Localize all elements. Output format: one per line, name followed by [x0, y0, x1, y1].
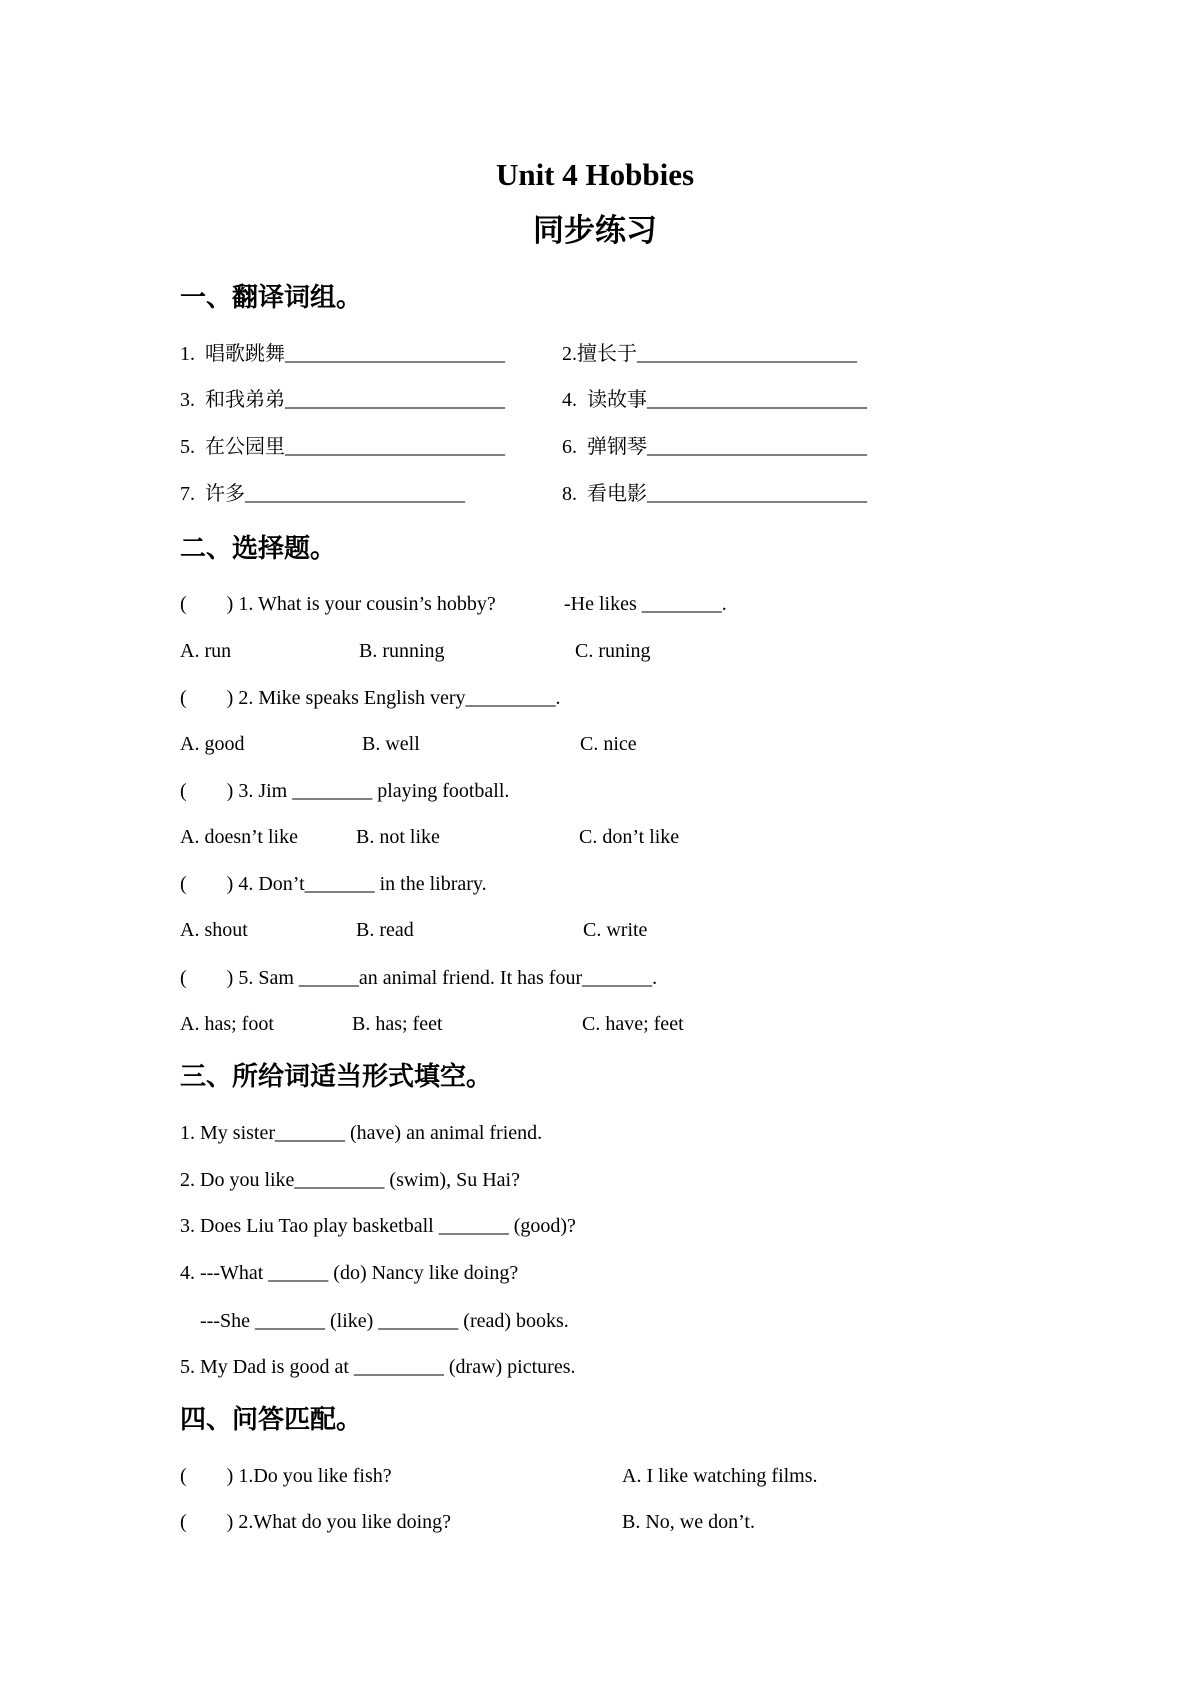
fill-blank-item: 3. Does Liu Tao play basketball _______ (good)?: [180, 1215, 576, 1237]
translate-item: 4. 读故事______________________: [562, 389, 867, 411]
choice-option: A. shout: [180, 919, 248, 941]
choice-option: A. run: [180, 640, 232, 662]
match-answer: A. I like watching films.: [622, 1465, 818, 1487]
choice-option: A. has; foot: [180, 1013, 274, 1035]
choice-option: B. read: [356, 919, 414, 941]
choice-question: ( ) 1. What is your cousin’s hobby?: [180, 593, 496, 615]
choice-option: A. doesn’t like: [180, 826, 298, 848]
choice-option: C. have; feet: [582, 1013, 684, 1035]
fill-blank-item: 4. ---What ______ (do) Nancy like doing?: [180, 1262, 519, 1284]
choice-option: C. nice: [580, 733, 637, 755]
match-question: ( ) 1.Do you like fish?: [180, 1465, 392, 1487]
translate-item: 8. 看电影______________________: [562, 483, 867, 505]
translate-item: 3. 和我弟弟______________________: [180, 389, 505, 411]
part3-heading: 三、所给词适当形式填空。: [180, 1062, 493, 1091]
choice-question: ( ) 2. Mike speaks English very_________.: [180, 687, 561, 709]
page-title: Unit 4 Hobbies: [495, 157, 695, 192]
translate-item: 2.擅长于______________________: [562, 343, 857, 365]
translate-item: 5. 在公园里______________________: [180, 436, 505, 458]
choice-option: A. good: [180, 733, 245, 755]
choice-question: ( ) 5. Sam ______an animal friend. It has four_______.: [180, 967, 658, 989]
fill-blank-item: 2. Do you like_________ (swim), Su Hai?: [180, 1169, 520, 1191]
choice-option: B. running: [359, 640, 445, 662]
part4-heading: 四、问答匹配。: [180, 1405, 363, 1434]
fill-blank-item: 5. My Dad is good at _________ (draw) pictures.: [180, 1356, 576, 1378]
choice-option: B. has; feet: [352, 1013, 443, 1035]
choice-option: C. write: [583, 919, 648, 941]
translate-item: 7. 许多______________________: [180, 483, 465, 505]
choice-question-reply: -He likes ________.: [564, 593, 727, 615]
choice-option: C. don’t like: [579, 826, 680, 848]
choice-question: ( ) 3. Jim ________ playing football.: [180, 780, 510, 802]
choice-option: B. well: [362, 733, 420, 755]
fill-blank-item-reply: ---She _______ (like) ________ (read) books.: [200, 1310, 569, 1332]
choice-option: B. not like: [356, 826, 440, 848]
fill-blank-item: 1. My sister_______ (have) an animal friend.: [180, 1122, 543, 1144]
part2-heading: 二、选择题。: [180, 534, 337, 563]
translate-item: 1. 唱歌跳舞______________________: [180, 343, 505, 365]
choice-question: ( ) 4. Don’t_______ in the library.: [180, 873, 487, 895]
part1-heading: 一、翻译词组。: [180, 283, 363, 312]
match-answer: B. No, we don’t.: [622, 1511, 755, 1533]
match-question: ( ) 2.What do you like doing?: [180, 1511, 452, 1533]
translate-item: 6. 弹钢琴______________________: [562, 436, 867, 458]
page-subtitle: 同步练习: [533, 213, 657, 248]
choice-option: C. runing: [575, 640, 651, 662]
